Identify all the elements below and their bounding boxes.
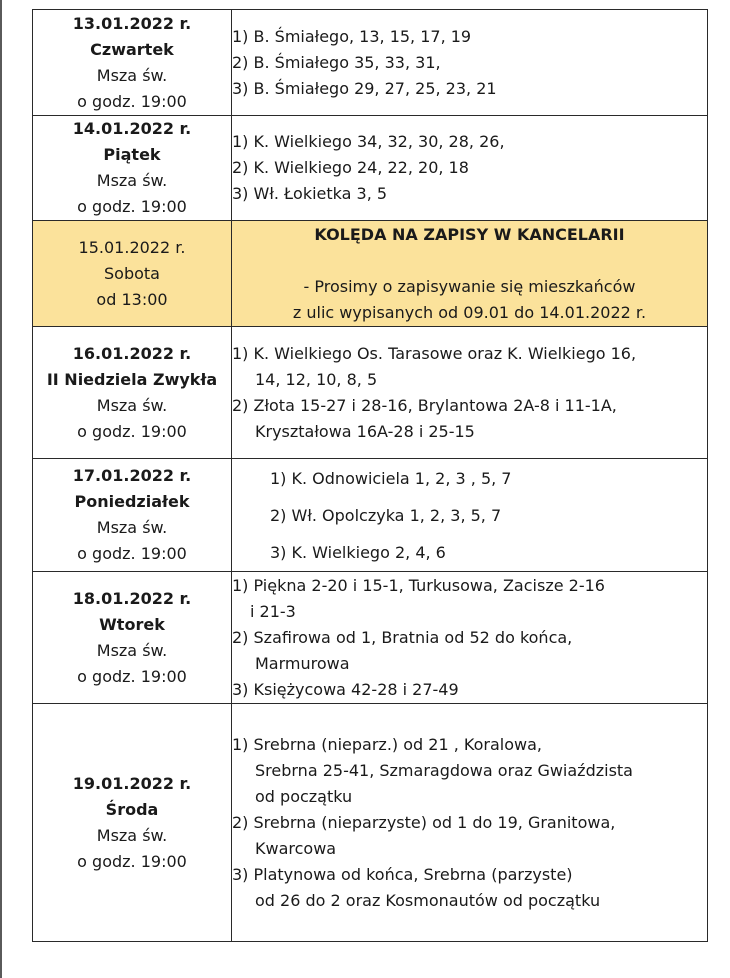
address-cell xyxy=(232,704,708,942)
mass-label: Msza św. xyxy=(96,395,168,415)
date-cell xyxy=(33,327,232,459)
visit-time: od 13:00 xyxy=(96,289,168,309)
address-item: 2) K. Wielkiego 24, 22, 20, 18 xyxy=(232,158,469,177)
schedule-row xyxy=(33,704,708,942)
visit-schedule-table xyxy=(32,9,708,942)
address-cell xyxy=(232,459,708,572)
address-item: 3) K. Wielkiego 2, 4, 6 xyxy=(270,542,446,562)
address-item xyxy=(232,341,707,393)
date-text: 18.01.2022 r. xyxy=(72,588,192,608)
mass-time: o godz. 19:00 xyxy=(77,544,187,563)
date-text: 13.01.2022 r. xyxy=(72,13,192,33)
address-line-cont: i 21-3 xyxy=(250,601,296,621)
date-cell xyxy=(33,704,232,942)
address-cell xyxy=(232,116,708,221)
day-name: Czwartek xyxy=(90,39,174,59)
address-item xyxy=(232,393,707,445)
day-name: Środa xyxy=(105,799,159,819)
address-item: 1) K. Odnowiciela 1, 2, 3 , 5, 7 xyxy=(270,468,512,488)
address-line: 2) Złota 15-27 i 28-16, Brylantowa 2A-8 i 11-1A, xyxy=(232,395,617,415)
mass-time: o godz. 19:00 xyxy=(77,851,187,871)
notice-line: z ulic wypisanych od 09.01 do 14.01.2022 r. xyxy=(292,303,647,322)
mass-label: Msza św. xyxy=(96,825,168,845)
mass-time: o godz. 19:00 xyxy=(77,421,187,441)
day-name: Sobota xyxy=(104,263,160,283)
address-line: 1) K. Wielkiego Os. Tarasowe oraz K. Wielkiego 16, xyxy=(232,343,637,363)
date-cell xyxy=(33,116,232,221)
date-cell xyxy=(33,459,232,572)
address-line-cont: Kwarcowa xyxy=(255,838,337,858)
mass-label: Msza św. xyxy=(96,171,168,190)
address-line: 1) Srebrna (nieparz.) od 21 , Koralowa, xyxy=(232,734,542,754)
address-item: 1) B. Śmiałego, 13, 15, 17, 19 xyxy=(232,26,472,46)
address-item: 2) Wł. Opolczyka 1, 2, 3, 5, 7 xyxy=(270,505,502,525)
address-item: 3) Księżycowa 42-28 i 27-49 xyxy=(232,679,459,699)
address-item xyxy=(232,810,707,862)
address-line-cont: od początku xyxy=(255,786,353,806)
date-text: 17.01.2022 r. xyxy=(72,466,192,485)
address-line-cont: Kryształowa 16A-28 i 25-15 xyxy=(255,421,475,441)
schedule-row xyxy=(33,116,708,221)
mass-label: Msza św. xyxy=(96,65,168,85)
schedule-row xyxy=(33,572,708,704)
mass-time: o godz. 19:00 xyxy=(77,91,187,111)
address-item: 2) B. Śmiałego 35, 33, 31, xyxy=(232,52,441,72)
address-line: 2) Szafirowa od 1, Bratnia od 52 do końca, xyxy=(232,627,573,647)
date-cell xyxy=(33,221,232,327)
date-text: 15.01.2022 r. xyxy=(78,237,186,257)
address-line: 2) Srebrna (nieparzyste) od 1 do 19, Granitowa, xyxy=(232,812,616,832)
date-text: 14.01.2022 r. xyxy=(72,119,192,138)
day-name: Piątek xyxy=(103,145,161,164)
day-name: Wtorek xyxy=(99,614,165,634)
mass-label: Msza św. xyxy=(96,518,168,537)
address-line: 3) Platynowa od końca, Srebrna (parzyste) xyxy=(232,864,573,884)
mass-time: o godz. 19:00 xyxy=(77,197,187,216)
schedule-row xyxy=(33,327,708,459)
address-item xyxy=(232,732,707,810)
date-text: 16.01.2022 r. xyxy=(72,343,192,363)
date-cell xyxy=(33,10,232,116)
mass-time: o godz. 19:00 xyxy=(77,666,187,686)
notice-cell xyxy=(232,221,708,327)
address-item xyxy=(232,862,707,914)
address-line: 1) Piękna 2-20 i 15-1, Turkusowa, Zacisze 2-16 xyxy=(232,575,605,595)
schedule-row-highlighted xyxy=(33,221,708,327)
mass-label: Msza św. xyxy=(96,640,168,660)
address-cell xyxy=(232,327,708,459)
day-name: II Niedziela Zwykła xyxy=(46,369,218,389)
schedule-row xyxy=(33,459,708,572)
address-item xyxy=(232,625,707,677)
day-name: Poniedziałek xyxy=(74,492,190,511)
address-line-cont: Marmurowa xyxy=(255,653,350,673)
address-item: 1) K. Wielkiego 34, 32, 30, 28, 26, xyxy=(232,132,505,151)
notice-title: KOLĘDA NA ZAPISY W KANCELARII xyxy=(314,225,625,244)
address-cell xyxy=(232,10,708,116)
address-item xyxy=(232,573,707,625)
page-edge-rule xyxy=(0,0,2,978)
notice-line: - Prosimy o zapisywanie się mieszkańców xyxy=(303,277,636,296)
address-cell xyxy=(232,572,708,704)
address-line-cont: 14, 12, 10, 8, 5 xyxy=(255,369,378,389)
schedule-row xyxy=(33,10,708,116)
date-text: 19.01.2022 r. xyxy=(72,773,192,793)
date-cell xyxy=(33,572,232,704)
address-item: 3) Wł. Łokietka 3, 5 xyxy=(232,184,388,203)
address-item: 3) B. Śmiałego 29, 27, 25, 23, 21 xyxy=(232,78,497,98)
address-line-cont: Srebrna 25-41, Szmaragdowa oraz Gwiaździsta xyxy=(255,760,633,780)
address-line-cont: od 26 do 2 oraz Kosmonautów od początku xyxy=(255,890,601,910)
